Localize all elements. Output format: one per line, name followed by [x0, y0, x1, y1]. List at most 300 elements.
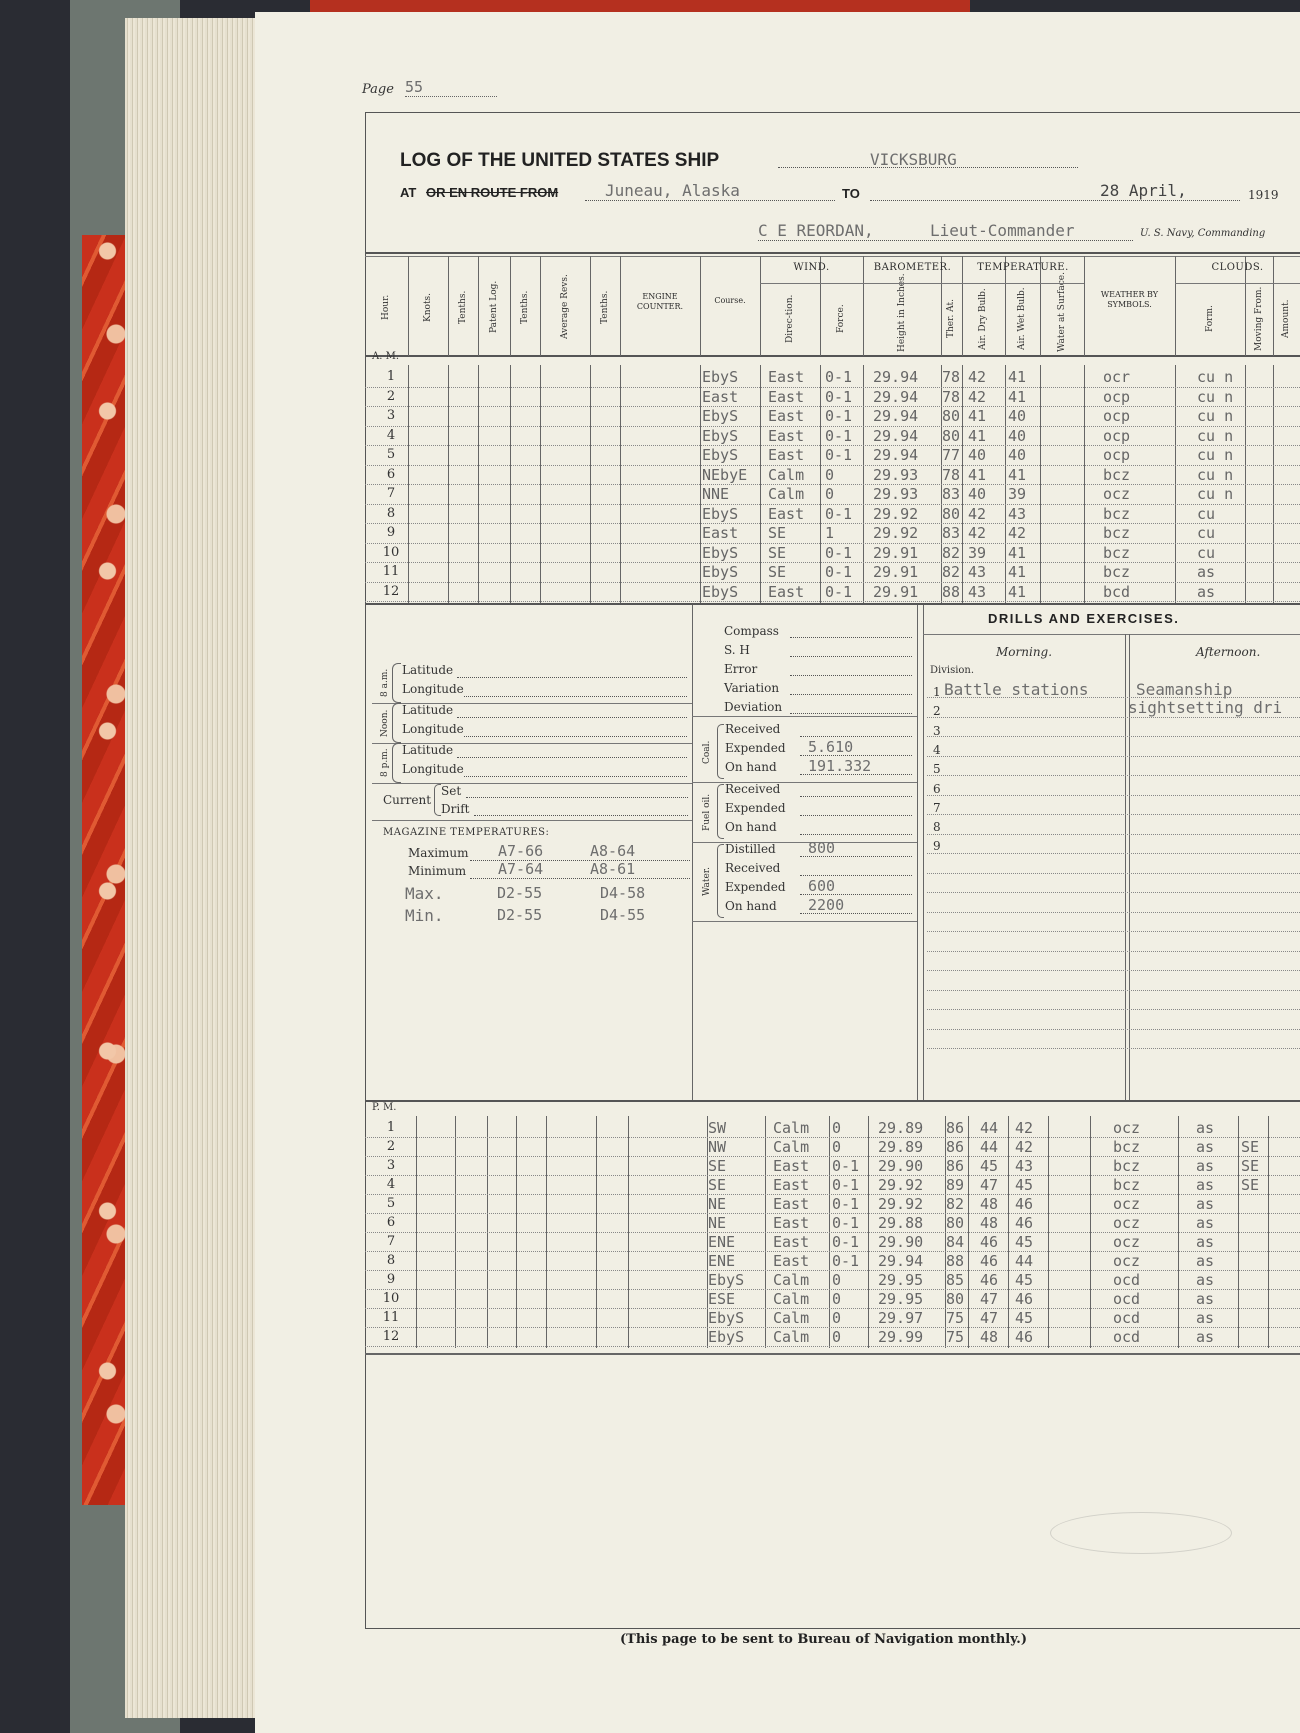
am-form: cu n	[1197, 465, 1234, 484]
column-header-vertical: Moving From.	[1254, 286, 1264, 352]
am-force: 0	[825, 485, 835, 503]
fuel-oil-field: On hand	[725, 820, 777, 834]
am-course: EbyS	[702, 368, 739, 386]
pm-ther: 86	[946, 1157, 965, 1175]
am-ther: 80	[942, 407, 961, 425]
hour-number: 2	[386, 1139, 396, 1154]
pm-course: ENE	[708, 1252, 736, 1270]
column-header-vertical: Air. Wet Bulb.	[1017, 287, 1027, 351]
drills-afternoon-1: Seamanship	[1136, 680, 1233, 699]
pm-form: as	[1196, 1252, 1215, 1270]
drill-number: 3	[933, 723, 941, 738]
pm-force: 0-1	[832, 1195, 860, 1213]
pm-force: 0	[832, 1328, 842, 1346]
pm-form: as	[1196, 1119, 1215, 1137]
am-ther: 82	[942, 543, 961, 562]
pm-ther: 85	[946, 1271, 965, 1289]
am-wet: 42	[1008, 524, 1027, 542]
water-field: Received	[725, 861, 781, 875]
pos-noon-lat-line	[457, 717, 687, 718]
pm-ther: 82	[946, 1195, 965, 1213]
am-bar: 29.91	[873, 563, 919, 581]
water-line	[800, 875, 912, 876]
water-field: Expended	[725, 880, 786, 894]
signature-mark	[1050, 1512, 1232, 1554]
am-dry: 40	[968, 446, 987, 464]
pm-wet: 45	[1015, 1309, 1034, 1327]
pm-weather: ocz	[1113, 1195, 1141, 1213]
pm-force: 0	[832, 1119, 842, 1137]
drills-title: DRILLS AND EXERCISES.	[988, 611, 1180, 626]
am-weather: ocp	[1103, 426, 1131, 445]
hour-number: 3	[386, 1158, 396, 1173]
pm-ther: 86	[946, 1119, 965, 1137]
commander-name: C E REORDAN,	[758, 221, 874, 240]
footer-note: (This page to be sent to Bureau of Navigation monthly.)	[620, 1632, 1027, 1647]
current-label: Current	[383, 793, 432, 807]
pm-dir: Calm	[773, 1271, 810, 1289]
am-ther: 80	[942, 426, 961, 445]
pm-form: as	[1196, 1328, 1215, 1346]
pm-dry: 44	[980, 1119, 999, 1137]
am-bar: 29.92	[873, 504, 919, 523]
am-dir: East	[768, 504, 805, 523]
pm-wet: 46	[1015, 1328, 1034, 1346]
pos-noon-lon-line	[464, 736, 687, 737]
pm-weather: ocz	[1113, 1233, 1141, 1251]
pm-force: 0	[832, 1138, 842, 1156]
pos-am-lat-line	[457, 677, 687, 678]
am-bar: 29.92	[873, 524, 919, 542]
am-weather: bcz	[1103, 563, 1131, 581]
pm-wet: 42	[1015, 1119, 1034, 1137]
pos-pm-lon-line	[464, 776, 687, 777]
am-dir: East	[768, 446, 805, 464]
am-ther: 78	[942, 465, 961, 484]
am-wet: 43	[1008, 504, 1027, 523]
drill-row-rule	[927, 912, 1300, 913]
hour-number: 9	[386, 525, 396, 540]
pm-force: 0-1	[832, 1157, 860, 1175]
am-force: 0-1	[825, 504, 853, 523]
am-weather: ocp	[1103, 387, 1131, 406]
pm-weather: ocd	[1113, 1328, 1141, 1346]
drill-row-rule	[927, 814, 1300, 815]
drills-morning: Morning.	[996, 645, 1053, 659]
pm-dry: 46	[980, 1233, 999, 1251]
pos-noon-label: Noon.	[380, 709, 390, 737]
mid-divider-1	[692, 605, 693, 1100]
am-dry: 39	[968, 543, 987, 562]
am-row-rule	[365, 601, 1300, 602]
fuel-oil-line	[800, 834, 912, 835]
commander-line	[758, 240, 1133, 241]
magazine-max-short: Max.	[405, 884, 444, 903]
hour-number: 12	[382, 1329, 400, 1344]
am-wet: 39	[1008, 485, 1027, 503]
pm-dir: Calm	[773, 1328, 810, 1346]
compass-field: S. H	[724, 643, 750, 657]
drill-number: 5	[933, 762, 941, 777]
drills-morning-1: Battle stations	[944, 680, 1089, 699]
am-course: East	[702, 524, 739, 542]
column-header-vertical: Tenths.	[520, 290, 530, 324]
am-weather: bcz	[1103, 524, 1131, 542]
pm-form: as	[1196, 1157, 1215, 1175]
drill-row-rule	[927, 795, 1300, 796]
column-header-vertical: Tenths.	[458, 290, 468, 324]
hour-number: 1	[386, 1120, 396, 1135]
compass-line	[790, 637, 912, 638]
compass-field: Deviation	[724, 700, 783, 714]
am-course: EbyS	[702, 426, 739, 445]
drill-row-rule	[927, 736, 1300, 737]
weather-header: WEATHER BY SYMBOLS.	[1100, 290, 1159, 309]
pm-dir: East	[773, 1195, 810, 1213]
drills-afternoon: Afternoon.	[1196, 645, 1261, 659]
am-dir: SE	[768, 524, 787, 542]
am-dry: 42	[968, 504, 987, 523]
header-bottom-rule	[365, 355, 1300, 357]
pm-dry: 47	[980, 1309, 999, 1327]
pm-course: NE	[708, 1214, 727, 1232]
pm-bar: 29.95	[878, 1271, 924, 1289]
pm-ther: 84	[946, 1233, 965, 1251]
compass-field: Compass	[724, 624, 779, 638]
pm-ther: 88	[946, 1252, 965, 1270]
coal-value: 191.332	[808, 757, 872, 775]
hour-number: 4	[386, 427, 396, 443]
pm-dir: Calm	[773, 1290, 810, 1308]
drill-row-rule	[927, 1029, 1300, 1030]
pm-force: 0	[832, 1271, 842, 1289]
pm-dry: 48	[980, 1214, 999, 1232]
am-course: EbyS	[702, 543, 739, 562]
am-form: cu	[1197, 524, 1216, 542]
pm-dir: Calm	[773, 1309, 810, 1327]
am-force: 0-1	[825, 426, 853, 445]
am-dry: 41	[968, 426, 987, 445]
pos-am-label: 8 a.m.	[380, 668, 390, 698]
pm-dir: Calm	[773, 1138, 810, 1156]
am-dir: SE	[768, 543, 787, 562]
pos-am-longitude: Longitude	[402, 682, 464, 696]
column-group-rule	[760, 283, 863, 284]
hour-number: 4	[386, 1177, 396, 1192]
pm-dry: 45	[980, 1157, 999, 1175]
am-dir: East	[768, 368, 805, 386]
am-course: EbyS	[702, 446, 739, 464]
am-force: 0-1	[825, 407, 853, 425]
at-label: AT	[400, 185, 417, 200]
am-wet: 40	[1008, 407, 1027, 425]
am-form: cu n	[1197, 446, 1234, 464]
am-form: cu n	[1197, 368, 1234, 386]
am-dir: Calm	[768, 465, 805, 484]
pm-bar: 29.99	[878, 1328, 924, 1346]
to-line	[870, 200, 1240, 201]
am-form: cu n	[1197, 485, 1234, 503]
magazine-min-a8: A8-61	[590, 860, 636, 878]
water-rule	[692, 921, 917, 922]
am-bar: 29.94	[873, 387, 919, 406]
column-header-vertical: Average Revs.	[560, 274, 570, 340]
water-field: Distilled	[725, 842, 776, 856]
pm-force: 0-1	[832, 1176, 860, 1194]
am-form: as	[1197, 582, 1216, 601]
pm-ther: 89	[946, 1176, 965, 1194]
drills-col-divider-1	[1125, 634, 1126, 1100]
am-wet: 41	[1008, 387, 1027, 406]
drill-row-rule	[927, 892, 1300, 893]
pm-row-rule	[365, 1346, 1300, 1347]
drill-row-rule	[927, 834, 1300, 835]
pm-wet: 43	[1015, 1157, 1034, 1175]
pm-dry: 46	[980, 1252, 999, 1270]
am-form: cu n	[1197, 407, 1234, 425]
pm-weather: ocd	[1113, 1271, 1141, 1289]
am-bar: 29.91	[873, 543, 919, 562]
am-ther: 78	[942, 368, 961, 386]
pm-form: as	[1196, 1195, 1215, 1213]
drills-title-rule	[923, 634, 1300, 635]
compass-line	[790, 713, 912, 714]
am-form: cu n	[1197, 426, 1234, 445]
column-group-header: TEMPERATURE.	[977, 262, 1069, 273]
drill-row-rule	[927, 756, 1300, 757]
am-weather: bcd	[1103, 582, 1131, 601]
current-drift-line	[474, 815, 688, 816]
hour-number: 9	[386, 1272, 396, 1287]
am-course: EbyS	[702, 563, 739, 581]
hour-number: 12	[382, 583, 400, 599]
pm-form: as	[1196, 1233, 1215, 1251]
coal-field: Received	[725, 722, 781, 736]
column-header-vertical: Amount.	[1281, 299, 1291, 339]
am-dir: SE	[768, 563, 787, 581]
pm-force: 0	[832, 1290, 842, 1308]
pm-force: 0-1	[832, 1233, 860, 1251]
pm-wet: 45	[1015, 1271, 1034, 1289]
pm-weather: bcz	[1113, 1176, 1141, 1194]
column-header-vertical: Force.	[836, 304, 846, 334]
am-ther: 77	[942, 446, 961, 464]
magazine-min-a7: A7-64	[498, 860, 544, 878]
column-header-vertical: Direc-tion.	[785, 294, 795, 344]
pm-form: as	[1196, 1309, 1215, 1327]
am-force: 0-1	[825, 582, 853, 601]
hour-number: 6	[386, 466, 396, 482]
cover-edge-red	[310, 0, 970, 12]
magazine-max-a8: A8-64	[590, 842, 636, 860]
pm-bottom-rule	[365, 1353, 1300, 1355]
magazine-min-line	[470, 878, 690, 879]
pos-noon-brace	[392, 703, 401, 743]
am-force: 0-1	[825, 543, 853, 562]
am-dir: East	[768, 582, 805, 601]
pm-label: P. M.	[372, 1102, 397, 1113]
pm-bar: 29.92	[878, 1176, 924, 1194]
compass-line	[790, 656, 912, 657]
coal-field: On hand	[725, 760, 777, 774]
am-wet: 40	[1008, 426, 1027, 445]
pm-course: EbyS	[708, 1309, 745, 1327]
current-brace	[434, 784, 441, 816]
water-value: 800	[808, 839, 836, 857]
current-set-line	[466, 797, 688, 798]
magazine-min-short: Min.	[405, 906, 444, 925]
current-set: Set	[441, 784, 462, 798]
am-dir: East	[768, 407, 805, 425]
column-header-vertical: Tenths.	[600, 290, 610, 324]
am-weather: ocz	[1103, 485, 1131, 503]
pm-dir: East	[773, 1233, 810, 1251]
pm-bar: 29.92	[878, 1195, 924, 1213]
pm-bar: 29.89	[878, 1138, 924, 1156]
am-dry: 43	[968, 582, 987, 601]
fuel-oil-line	[800, 815, 912, 816]
pm-bar: 29.90	[878, 1233, 924, 1251]
water-brace	[717, 844, 724, 918]
am-weather: bcz	[1103, 543, 1131, 562]
am-wet: 41	[1008, 563, 1027, 581]
magazine-max-a7: A7-66	[498, 842, 544, 860]
pos-am-latitude: Latitude	[402, 663, 454, 677]
pm-dir: East	[773, 1252, 810, 1270]
pm-wet: 45	[1015, 1233, 1034, 1251]
am-dir: Calm	[768, 485, 805, 503]
to-label: TO	[842, 186, 860, 201]
route-label: OR EN ROUTE FROM	[426, 185, 559, 200]
pm-form: as	[1196, 1138, 1215, 1156]
drill-number: 7	[933, 800, 941, 815]
hour-number: 8	[386, 1253, 396, 1268]
column-header-vertical: Hour.	[381, 294, 391, 320]
pm-weather: ocd	[1113, 1309, 1141, 1327]
drill-row-rule	[927, 951, 1300, 952]
course-header: Course.	[714, 296, 746, 305]
navy-suffix: U. S. Navy, Commanding	[1140, 228, 1266, 239]
am-dry: 41	[968, 465, 987, 484]
from-line	[585, 200, 835, 201]
drill-number: 2	[933, 704, 941, 719]
pm-force: 0	[832, 1309, 842, 1327]
column-header-vertical: Height in Inches.	[897, 273, 907, 352]
drill-row-rule	[927, 1048, 1300, 1049]
drill-number: 1	[933, 685, 941, 699]
fuel-oil-field: Received	[725, 782, 781, 796]
drill-row-rule	[927, 931, 1300, 932]
pm-ther: 86	[946, 1138, 965, 1156]
drill-number: 9	[933, 839, 941, 854]
pm-course: ESE	[708, 1290, 736, 1308]
hour-number: 10	[382, 544, 400, 560]
hour-number: 10	[382, 1291, 400, 1306]
column-header-vertical: Form.	[1205, 305, 1215, 333]
pm-course: ENE	[708, 1233, 736, 1251]
current-drift: Drift	[441, 802, 470, 816]
mid-bottom-rule	[365, 1100, 1300, 1102]
am-ther: 80	[942, 504, 961, 523]
magazine-title: MAGAZINE TEMPERATURES:	[383, 827, 550, 838]
pos-pm-rule	[372, 783, 692, 784]
magazine-max-label: Maximum	[408, 846, 469, 860]
compass-field: Error	[724, 662, 758, 676]
pos-pm-lat-line	[457, 757, 687, 758]
fuel-oil-field: Expended	[725, 801, 786, 815]
pm-course: SE	[708, 1176, 727, 1194]
page-number: 55	[405, 78, 497, 97]
pm-course: SE	[708, 1157, 727, 1175]
drills-division: Division.	[930, 665, 975, 676]
pm-dry: 48	[980, 1195, 999, 1213]
fuel-oil-label: Fuel oil.	[702, 793, 712, 832]
compass-line	[790, 675, 912, 676]
am-force: 0-1	[825, 387, 853, 406]
pm-wet: 42	[1015, 1138, 1034, 1156]
water-field: On hand	[725, 899, 777, 913]
pm-wet: 46	[1015, 1290, 1034, 1308]
pm-bar: 29.90	[878, 1157, 924, 1175]
pm-course: NE	[708, 1195, 727, 1213]
hour-number: 2	[386, 388, 396, 404]
am-course: East	[702, 387, 739, 406]
am-ther: 83	[942, 485, 961, 503]
compass-rule	[692, 716, 917, 717]
drill-row-rule	[927, 853, 1300, 854]
hour-number: 5	[386, 447, 396, 462]
pm-weather: ocz	[1113, 1119, 1141, 1137]
fuel-oil-line	[800, 796, 912, 797]
pm-weather: ocd	[1113, 1290, 1141, 1308]
hour-number: 7	[386, 486, 396, 501]
pm-wet: 45	[1015, 1176, 1034, 1194]
am-force: 1	[825, 524, 835, 542]
am-dry: 42	[968, 524, 987, 542]
column-header-vertical: Water at Surface.	[1057, 272, 1067, 352]
am-wet: 41	[1008, 368, 1027, 386]
pos-am-brace	[392, 663, 401, 703]
magazine-max-d2: D2-55	[497, 884, 543, 902]
pos-pm-longitude: Longitude	[402, 762, 464, 776]
pm-wet: 44	[1015, 1252, 1034, 1270]
am-dry: 43	[968, 563, 987, 581]
header-col-rule	[700, 256, 701, 356]
am-wet: 41	[1008, 465, 1027, 484]
log-date: 28 April,	[1100, 181, 1187, 200]
pm-form: as	[1196, 1271, 1215, 1289]
column-group-rule	[1175, 283, 1300, 284]
from-place: Juneau, Alaska	[605, 181, 740, 200]
am-wet: 41	[1008, 543, 1027, 562]
pm-moving: SE	[1241, 1176, 1260, 1194]
hour-number: 7	[386, 1234, 396, 1249]
am-weather: bcz	[1103, 504, 1131, 523]
magazine-max-d4: D4-58	[600, 884, 646, 902]
drill-number: 8	[933, 820, 941, 835]
am-bar: 29.94	[873, 407, 919, 425]
commander-rank: Lieut-Commander	[930, 221, 1075, 240]
coal-value: 5.610	[808, 738, 854, 756]
pm-course: EbyS	[708, 1271, 745, 1289]
am-dir: East	[768, 426, 805, 445]
water-value: 600	[808, 877, 836, 895]
coal-field: Expended	[725, 741, 786, 755]
magazine-min-d4: D4-55	[600, 906, 646, 924]
am-course: NNE	[702, 485, 730, 503]
pm-weather: ocz	[1113, 1252, 1141, 1270]
column-group-header: BAROMETER.	[873, 262, 952, 273]
